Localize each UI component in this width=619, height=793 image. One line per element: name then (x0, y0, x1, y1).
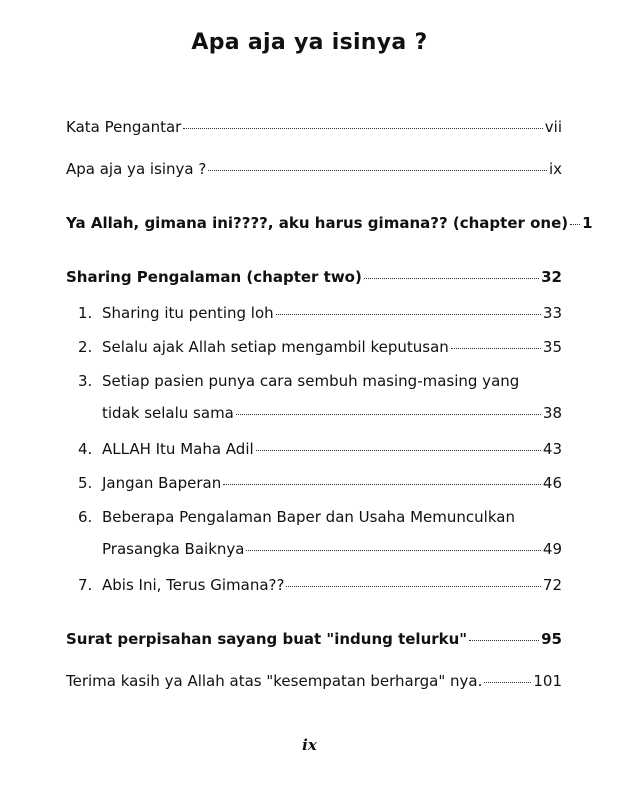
page-number: ix (302, 736, 317, 754)
dot-leader (469, 640, 539, 641)
toc-entry-label: Ya Allah, gimana ini????, aku harus gimana?? (chapter one) (66, 214, 569, 232)
toc-subentry-number: 4. (78, 440, 93, 458)
toc-subentry-continuation[interactable] (102, 540, 562, 558)
toc-entry-label: ALLAH Itu Maha Adil (102, 440, 254, 458)
toc-subentry-number: 5. (78, 474, 93, 492)
toc-entry[interactable] (66, 160, 562, 178)
toc-entry-label: Selalu ajak Allah setiap mengambil keputusan (102, 338, 449, 356)
toc-entry-page: 43 (542, 440, 562, 458)
page-title: Apa aja ya isinya ? (191, 30, 428, 55)
toc-subentry-number: 2. (78, 338, 93, 356)
toc-entry-label: Jangan Baperan (102, 474, 222, 492)
toc-subentry-number: 7. (78, 576, 93, 594)
toc-entry-label: Terima kasih ya Allah atas "kesempatan berharga" nya. (66, 672, 483, 690)
toc-entry-page: 95 (541, 630, 562, 648)
dot-leader (208, 170, 547, 171)
dot-leader (256, 450, 541, 451)
toc-entry-page: 101 (533, 672, 562, 690)
toc-entry-page: 46 (542, 474, 562, 492)
toc-subentry-number: 1. (78, 304, 93, 322)
toc-entry-chapter[interactable] (66, 268, 562, 286)
toc-entry-page: 72 (542, 576, 562, 594)
toc-entry-label: Prasangka Baiknya (102, 540, 245, 558)
toc-entry-page: 49 (542, 540, 562, 558)
toc-subentry[interactable] (78, 576, 562, 594)
toc-subentry[interactable] (78, 338, 562, 356)
toc-entry-label: tidak selalu sama (102, 404, 234, 422)
toc-entry-label: Surat perpisahan sayang buat "indung telurku" (66, 630, 468, 648)
toc-entry-page: 33 (542, 304, 562, 322)
dot-leader (236, 414, 541, 415)
toc-subentry[interactable] (78, 440, 562, 458)
toc-subentry[interactable] (78, 372, 562, 390)
toc-subentry-number: 3. (78, 372, 93, 390)
toc-subentry-number: 6. (78, 508, 93, 526)
toc-entry-label: Sharing itu penting loh (102, 304, 274, 322)
toc-entry-page: 1 (582, 214, 593, 232)
dot-leader (451, 348, 541, 349)
toc-entry-chapter[interactable] (66, 214, 593, 232)
dot-leader (570, 224, 580, 225)
toc-entry-label: Abis Ini, Terus Gimana?? (102, 576, 285, 594)
toc-entry-page: 35 (542, 338, 562, 356)
toc-entry-label: Apa aja ya isinya ? (66, 160, 207, 178)
dot-leader (364, 278, 539, 279)
dot-leader (246, 550, 540, 551)
toc-subentry[interactable] (78, 508, 562, 526)
dot-leader (276, 314, 541, 315)
toc-entry[interactable] (66, 672, 562, 690)
toc-entry[interactable] (66, 118, 562, 136)
dot-leader (484, 682, 531, 683)
toc-entry-page: 32 (541, 268, 562, 286)
toc-entry-page: vii (544, 118, 562, 136)
toc-entry-label: Kata Pengantar (66, 118, 182, 136)
toc-entry-chapter[interactable] (66, 630, 562, 648)
toc-subentry-continuation[interactable] (102, 404, 562, 422)
dot-leader (286, 586, 540, 587)
toc-entry-page: ix (548, 160, 562, 178)
toc-entry-label: Setiap pasien punya cara sembuh masing-masing yang (102, 372, 520, 390)
dot-leader (183, 128, 542, 129)
toc-entry-label: Beberapa Pengalaman Baper dan Usaha Memunculkan (102, 508, 515, 526)
toc-subentry[interactable] (78, 304, 562, 322)
dot-leader (223, 484, 541, 485)
toc-entry-label: Sharing Pengalaman (chapter two) (66, 268, 362, 286)
toc-entry-page: 38 (542, 404, 562, 422)
toc-subentry[interactable] (78, 474, 562, 492)
